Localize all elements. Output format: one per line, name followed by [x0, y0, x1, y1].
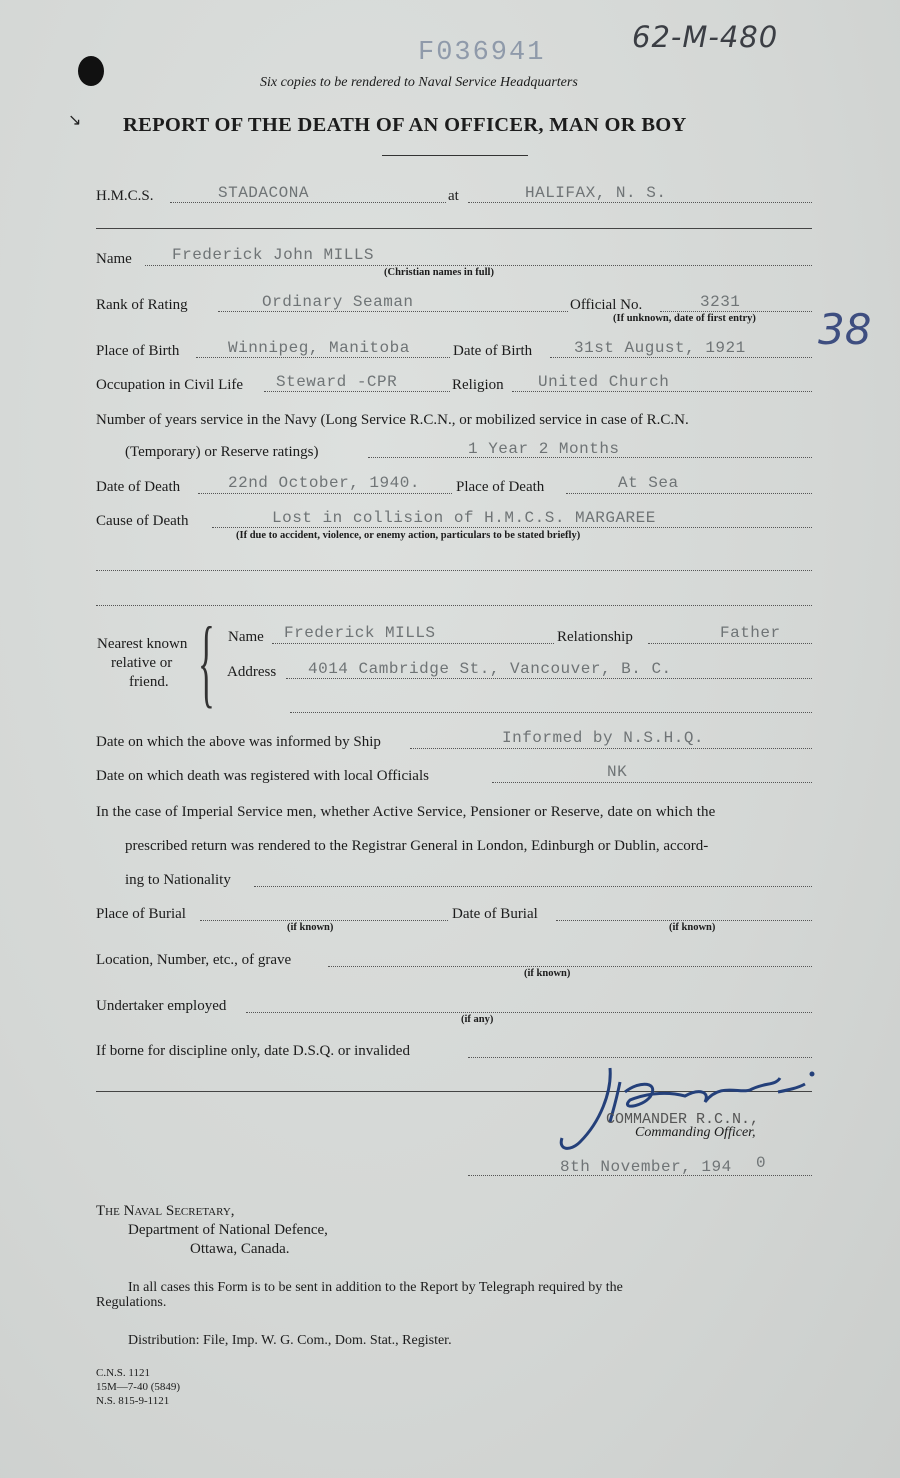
address-label: Address — [227, 664, 277, 680]
official-no-label: Official No. — [570, 297, 643, 313]
death-date-value: 22nd October, 1940. — [228, 474, 420, 492]
occupation-value: Steward -CPR — [276, 373, 398, 391]
addressee-line-3: Ottawa, Canada. — [190, 1241, 290, 1257]
punch-hole — [78, 56, 104, 86]
margin-number: 38 — [818, 305, 872, 354]
copies-note: Six copies to be rendered to Naval Service Headquarters — [260, 75, 578, 90]
official-no-note: (If unknown, date of first entry) — [613, 313, 756, 324]
hmcs-value: STADACONA — [218, 184, 309, 202]
death-place-value: At Sea — [618, 474, 679, 492]
at-label: at — [448, 188, 459, 204]
official-no-value: 3231 — [700, 293, 741, 311]
relative-section-label-3: friend. — [129, 674, 169, 690]
birth-date-value: 31st August, 1921 — [574, 339, 746, 357]
cause-value: Lost in collision of H.M.C.S. MARGAREE — [272, 509, 656, 527]
relative-brace: { — [198, 606, 215, 717]
death-date-label: Date of Death — [96, 479, 181, 495]
file-reference: 62-M-480 — [632, 20, 779, 54]
death-place-label: Place of Death — [456, 479, 545, 495]
informed-label: Date on which the above was informed by Ship — [96, 734, 381, 750]
footer-note-1: In all cases this Form is to be sent in addition to the Report by Telegraph required by the — [128, 1280, 623, 1295]
undertaker-note: (if any) — [461, 1014, 494, 1025]
birth-place-label: Place of Birth — [96, 343, 180, 359]
discipline-label: If borne for discipline only, date D.S.Q. or invalided — [96, 1043, 410, 1059]
signature-title: Commanding Officer, — [635, 1125, 756, 1140]
addressee-line-1: The Naval Secretary, — [96, 1203, 235, 1219]
cause-extra-line-1 — [96, 570, 812, 571]
title-rule — [382, 155, 528, 156]
cause-note: (If due to accident, violence, or enemy action, particulars to be stated briefly) — [236, 530, 581, 541]
imperial-text-3: ing to Nationality — [125, 872, 231, 888]
service-value: 1 Year 2 Months — [468, 440, 620, 458]
registered-label: Date on which death was registered with local Officials — [96, 768, 429, 784]
form-code-2: 15M—7-40 (5849) — [96, 1381, 181, 1393]
report-date-value: 8th November, 194 — [560, 1158, 732, 1176]
burial-place-label: Place of Burial — [96, 906, 186, 922]
name-label: Name — [96, 251, 132, 267]
hmcs-label: H.M.C.S. — [96, 188, 154, 204]
at-value: HALIFAX, N. S. — [525, 184, 667, 202]
relationship-value: Father — [720, 624, 781, 642]
birth-place-value: Winnipeg, Manitoba — [228, 339, 410, 357]
relative-name-label: Name — [228, 629, 264, 645]
undertaker-label: Undertaker employed — [96, 998, 227, 1014]
grave-note: (if known) — [524, 968, 571, 979]
name-note: (Christian names in full) — [384, 267, 494, 278]
address-extra-line — [290, 712, 812, 713]
burial-date-note: (if known) — [669, 922, 716, 933]
burial-date-label: Date of Burial — [452, 906, 538, 922]
informed-value: Informed by N.S.H.Q. — [502, 729, 705, 747]
form-code-1: C.N.S. 1121 — [96, 1367, 150, 1379]
footer-note-2: Regulations. — [96, 1295, 167, 1310]
relative-section-label-1: Nearest known — [97, 636, 188, 652]
distribution-list: Distribution: File, Imp. W. G. Com., Dom. Stat., Register. — [128, 1333, 452, 1348]
occupation-label: Occupation in Civil Life — [96, 377, 244, 393]
rank-label: Rank of Rating — [96, 297, 188, 313]
relative-section-label-2: relative or — [111, 655, 173, 671]
religion-label: Religion — [452, 377, 504, 393]
relative-name-value: Frederick MILLS — [284, 624, 436, 642]
grave-label: Location, Number, etc., of grave — [96, 952, 292, 968]
name-value: Frederick John MILLS — [172, 246, 375, 264]
section-divider — [96, 228, 812, 229]
form-title: REPORT OF THE DEATH OF AN OFFICER, MAN OR BOY — [123, 114, 687, 136]
imperial-text-1: In the case of Imperial Service men, whether Active Service, Pensioner or Reserve, date on which the — [96, 804, 716, 820]
form-code-3: N.S. 815-9-1121 — [96, 1395, 170, 1407]
rank-value: Ordinary Seaman — [262, 293, 414, 311]
margin-mark: ↘ — [68, 112, 82, 129]
burial-place-note: (if known) — [287, 922, 334, 933]
relationship-label: Relationship — [557, 629, 633, 645]
serial-number: F036941 — [418, 38, 546, 68]
addressee-line-2: Department of National Defence, — [128, 1222, 328, 1238]
service-label-2: (Temporary) or Reserve ratings) — [125, 444, 319, 460]
imperial-text-2: prescribed return was rendered to the Registrar General in London, Edinburgh or Dublin, accord- — [125, 838, 709, 854]
report-date-year-suffix: 0 — [756, 1154, 767, 1172]
signature-scribble — [550, 1052, 820, 1162]
registered-value: NK — [607, 763, 628, 781]
address-value: 4014 Cambridge St., Vancouver, B. C. — [308, 660, 672, 678]
signature-rank: COMMANDER R.C.N., — [606, 1111, 760, 1128]
cause-label: Cause of Death — [96, 513, 189, 529]
birth-date-label: Date of Birth — [453, 343, 533, 359]
service-label-1: Number of years service in the Navy (Long Service R.C.N., or mobilized service in case of R.C.N. — [96, 412, 689, 428]
religion-value: United Church — [538, 373, 670, 391]
